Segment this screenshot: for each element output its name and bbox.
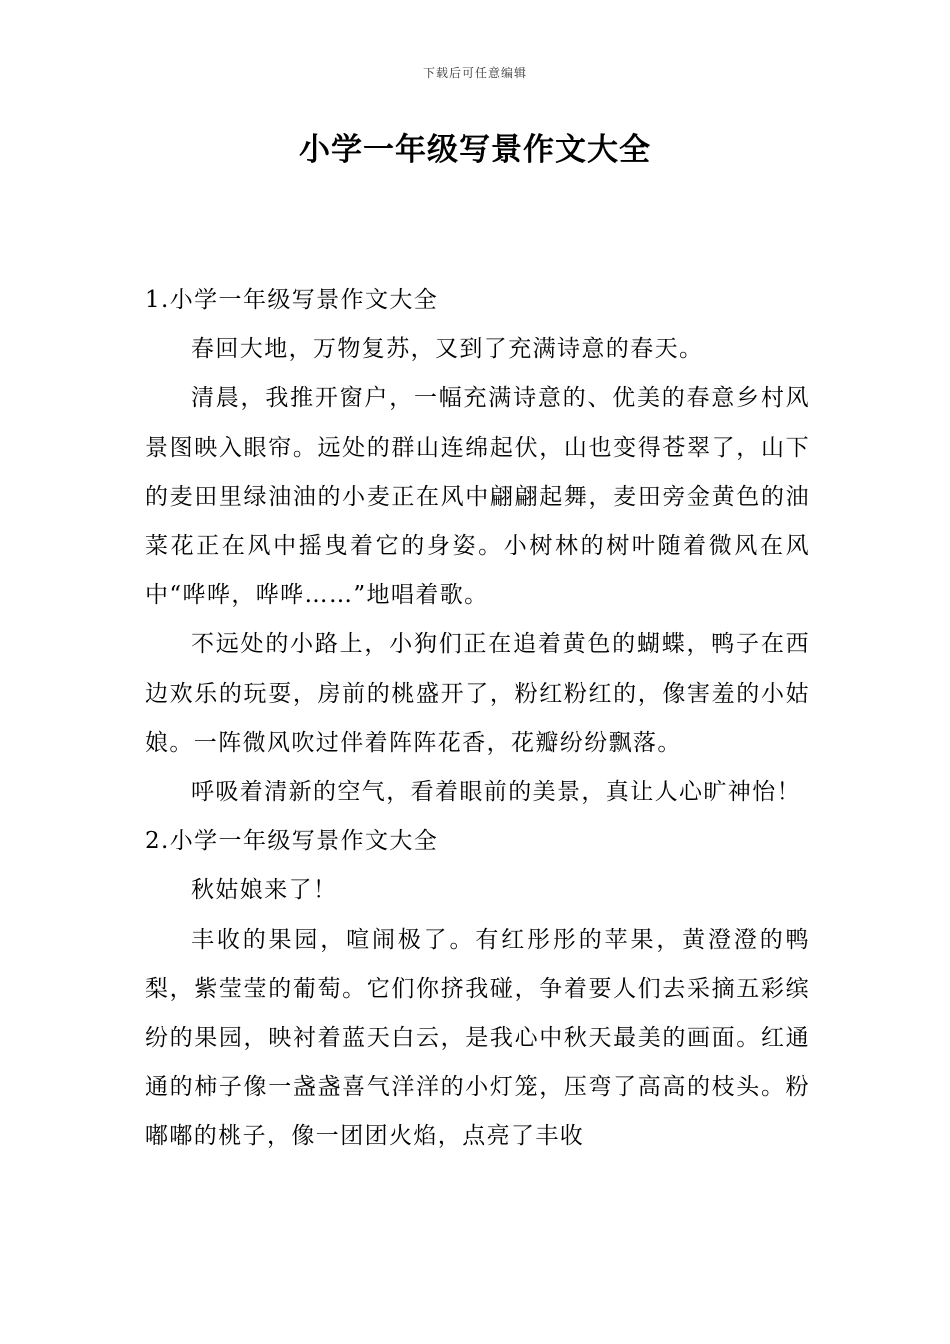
document-title: 小学一年级写景作文大全 (299, 132, 651, 168)
section-1-paragraph-4: 呼吸着清新的空气，看着眼前的美景，真让人心旷神怡！ (191, 779, 801, 806)
section-2-paragraph-2: 丰收的果园，喧闹极了。有红彤彤的苹果，黄澄澄的鸭梨，紫莹莹的葡萄。它们你挤我碰，争着要人们去采摘五彩缤纷的果园，映衬着蓝天白云，是我心中秋天最美的画面。红通通的柿子像一盏盏喜气洋洋的小灯笼，压弯了高高的枝头。粉嘟嘟的桃子，像一团团火焰，点亮了丰收 (145, 926, 810, 1150)
section-1-paragraph-3: 不远处的小路上，小狗们正在追着黄色的蝴蝶，鸭子在西边欢乐的玩耍，房前的桃盛开了，粉红粉红的，像害羞的小姑娘。一阵微风吹过伴着阵阵花香，花瓣纷纷飘落。 (145, 631, 810, 756)
section-1-paragraph-1: 春回大地，万物复苏，又到了充满诗意的春天。 (191, 336, 704, 363)
document-body (145, 276, 810, 1162)
section-2-paragraph-1: 秋姑娘来了！ (191, 877, 338, 904)
section-1-heading: 1.小学一年级写景作文大全 (145, 287, 439, 313)
section-2-heading: 2.小学一年级写景作文大全 (145, 828, 439, 855)
section-1-paragraph-2: 清晨，我推开窗户，一幅充满诗意的、优美的春意乡村风景图映入眼帘。远处的群山连绵起伏，山也变得苍翠了，山下的麦田里绿油油的小麦正在风中翩翩起舞，麦田旁金黄色的油菜花正在风中摇曳着它的身姿。小树林的树叶随着微风在风中“哗哗，哗哗……”地唱着歌。 (145, 385, 810, 609)
page-header-note: 下载后可任意编辑 (422, 66, 527, 80)
